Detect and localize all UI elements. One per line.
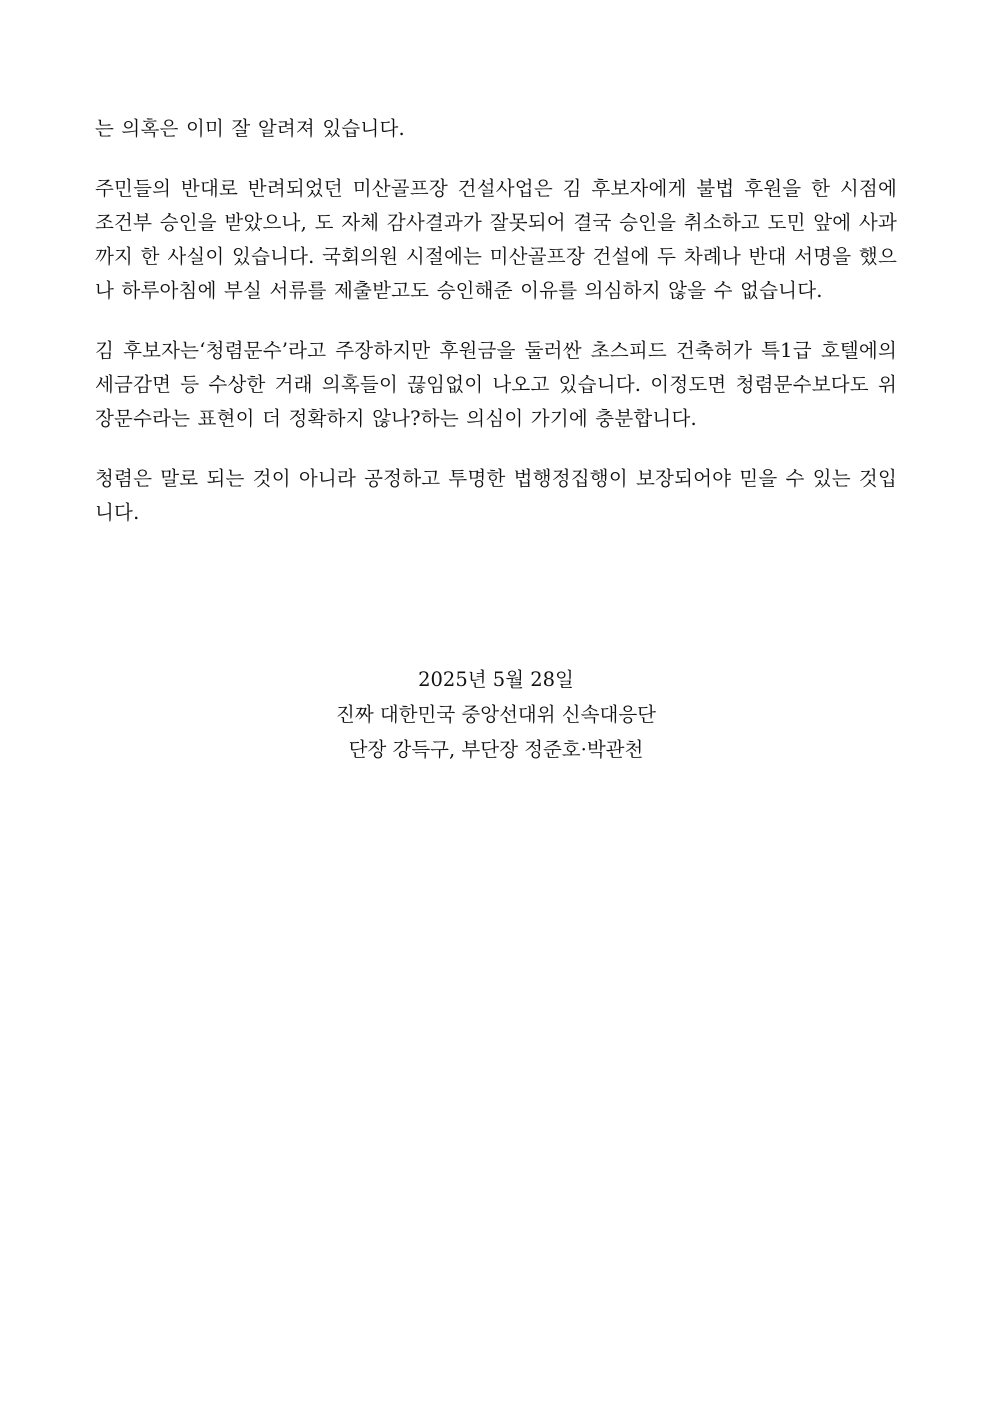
paragraph-4: 청렴은 말로 되는 것이 아니라 공정하고 투명한 법행정집행이 보장되어야 믿을 수 있는 것입니다.	[95, 467, 897, 524]
paragraph-3: 김 후보자는‘청렴문수’라고 주장하지만 후원금을 둘러싼 초스피드 건축허가 특1급 호텔에의 세금감면 등 수상한 거래 의혹들이 끊임없이 나오고 있습니다. 이정도면 청렴문수보다도 위장문수라는 표현이 더 정확하지 않나?하는 의심이 가기에 충분합니다.	[95, 339, 897, 430]
closing-organization: 진짜 대한민국 중앙선대위 신속대응단	[336, 703, 656, 726]
document-body	[95, 112, 897, 556]
paragraph-1: 는 의혹은 이미 잘 알려져 있습니다.	[95, 117, 405, 140]
paragraph-2: 주민들의 반대로 반려되었던 미산골프장 건설사업은 김 후보자에게 불법 후원을 한 시점에 조건부 승인을 받았으나, 도 자체 감사결과가 잘못되어 결국 승인을 취소하고 도민 앞에 사과까지 한 사실이 있습니다. 국회의원 시절에는 미산골프장 건설에 두 차례나 반대 서명을 했으나 하루아침에 부실 서류를 제출받고도 승인해준 이유를 의심하지 않을 수 없습니다.	[95, 177, 897, 302]
closing-date: 2025년 5월 28일	[418, 668, 574, 691]
closing-block	[0, 662, 992, 767]
closing-signatories: 단장 강득구, 부단장 정준호·박관천	[348, 738, 644, 761]
